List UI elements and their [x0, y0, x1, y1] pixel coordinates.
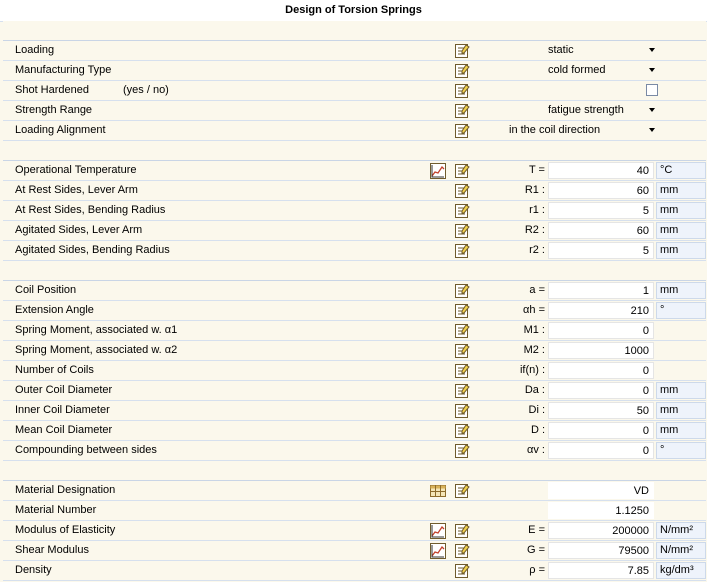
- field-hint: (yes / no): [123, 84, 169, 96]
- form-row: [3, 521, 706, 541]
- value-input[interactable]: 1: [548, 282, 654, 299]
- form-row: [3, 281, 706, 301]
- form-row: [3, 501, 706, 521]
- dropdown-select[interactable]: [506, 122, 657, 139]
- notepad-icon[interactable]: [454, 223, 470, 239]
- notepad-icon[interactable]: [454, 43, 470, 59]
- notepad-icon[interactable]: [454, 283, 470, 299]
- section-separator: [3, 141, 706, 161]
- form-row: [3, 181, 706, 201]
- notepad-icon[interactable]: [454, 183, 470, 199]
- unit-label: N/mm²: [656, 542, 706, 559]
- field-label: Strength Range: [15, 104, 93, 116]
- symbol-label: T =: [528, 164, 545, 176]
- field-label: Coil Position: [15, 284, 77, 296]
- chevron-down-icon[interactable]: [649, 108, 655, 112]
- value-input[interactable]: 50: [548, 402, 654, 419]
- form-row: [3, 201, 706, 221]
- value-input[interactable]: 0: [548, 442, 654, 459]
- value-input[interactable]: 0: [548, 322, 654, 339]
- field-label: Spring Moment, associated w. α2: [15, 344, 178, 356]
- unit-label: kg/dm³: [656, 562, 706, 579]
- field-label: Density: [15, 564, 52, 576]
- field-label: Shot Hardened: [15, 84, 89, 96]
- value-input[interactable]: VD: [548, 482, 654, 499]
- notepad-icon[interactable]: [454, 543, 470, 559]
- symbol-label: r1 :: [529, 204, 545, 216]
- symbol-label: M1 :: [523, 324, 545, 336]
- form-row: [3, 541, 706, 561]
- symbol-label: Di :: [528, 404, 545, 416]
- unit-label: mm: [656, 202, 706, 219]
- form-row: [3, 561, 706, 581]
- symbol-label: R2 :: [524, 224, 545, 236]
- chart-icon[interactable]: [430, 163, 446, 179]
- section-separator: [3, 261, 706, 281]
- form-row: [3, 301, 706, 321]
- notepad-icon[interactable]: [454, 403, 470, 419]
- form-row: [3, 101, 706, 121]
- form-row: [3, 481, 706, 501]
- form-row: [3, 361, 706, 381]
- field-label: Number of Coils: [15, 364, 94, 376]
- form-row: [3, 241, 706, 261]
- field-label: Loading: [15, 44, 55, 56]
- form-row: [3, 381, 706, 401]
- chart-icon[interactable]: [430, 523, 446, 539]
- value-input[interactable]: 1.1250: [548, 502, 654, 519]
- field-label: Mean Coil Diameter: [15, 424, 113, 436]
- value-input[interactable]: 40: [548, 162, 654, 179]
- unit-label: mm: [656, 402, 706, 419]
- notepad-icon[interactable]: [454, 103, 470, 119]
- symbol-label: R1 :: [524, 184, 545, 196]
- form-row: [3, 441, 706, 461]
- value-input[interactable]: 5: [548, 202, 654, 219]
- chevron-down-icon[interactable]: [649, 68, 655, 72]
- symbol-label: E =: [528, 524, 545, 536]
- unit-label: mm: [656, 222, 706, 239]
- form-row: [3, 121, 706, 141]
- notepad-icon[interactable]: [454, 363, 470, 379]
- notepad-icon[interactable]: [454, 523, 470, 539]
- symbol-label: G =: [526, 544, 545, 556]
- notepad-icon[interactable]: [454, 323, 470, 339]
- symbol-label: D :: [530, 424, 545, 436]
- dropdown-select[interactable]: [545, 62, 657, 79]
- field-label: Inner Coil Diameter: [15, 404, 110, 416]
- field-label: Compounding between sides: [15, 444, 157, 456]
- value-input[interactable]: 79500: [548, 542, 654, 559]
- value-input[interactable]: 0: [548, 422, 654, 439]
- form-row: [3, 321, 706, 341]
- form-row: [3, 61, 706, 81]
- unit-label: mm: [656, 382, 706, 399]
- symbol-label: a =: [529, 284, 545, 296]
- notepad-icon[interactable]: [454, 163, 470, 179]
- notepad-icon[interactable]: [454, 63, 470, 79]
- unit-label: mm: [656, 182, 706, 199]
- form-row: [3, 161, 706, 181]
- value-input[interactable]: 210: [548, 302, 654, 319]
- form-row: [3, 221, 706, 241]
- symbol-label: αv :: [527, 444, 545, 456]
- field-label: Shear Modulus: [15, 544, 89, 556]
- dropdown-value: static: [548, 44, 574, 56]
- field-label: Extension Angle: [15, 304, 94, 316]
- form-row: [3, 41, 706, 61]
- value-input[interactable]: 60: [548, 222, 654, 239]
- dropdown-value: in the coil direction: [509, 124, 601, 136]
- chevron-down-icon[interactable]: [649, 128, 655, 132]
- value-input[interactable]: 5: [548, 242, 654, 259]
- unit-label: mm: [656, 282, 706, 299]
- notepad-icon[interactable]: [454, 203, 470, 219]
- field-label: Modulus of Elasticity: [15, 524, 116, 536]
- dropdown-value: fatigue strength: [548, 104, 624, 116]
- symbol-label: M2 :: [523, 344, 545, 356]
- form-row: [3, 401, 706, 421]
- unit-label: °C: [656, 162, 706, 179]
- value-input[interactable]: 200000: [548, 522, 654, 539]
- form-row: [3, 81, 706, 101]
- unit-label: mm: [656, 242, 706, 259]
- notepad-icon[interactable]: [454, 123, 470, 139]
- value-input[interactable]: 7.85: [548, 562, 654, 579]
- field-label: Material Designation: [15, 484, 116, 496]
- shot-hardened-checkbox[interactable]: [646, 84, 658, 96]
- section-separator: [3, 461, 706, 481]
- notepad-icon[interactable]: [454, 383, 470, 399]
- notepad-icon[interactable]: [454, 423, 470, 439]
- value-input[interactable]: 60: [548, 182, 654, 199]
- field-label: Manufacturing Type: [15, 64, 112, 76]
- form-row: [3, 341, 706, 361]
- symbol-label: r2 :: [529, 244, 545, 256]
- notepad-icon[interactable]: [454, 443, 470, 459]
- field-label: Agitated Sides, Lever Arm: [15, 224, 143, 236]
- notepad-icon[interactable]: [454, 303, 470, 319]
- chevron-down-icon[interactable]: [649, 48, 655, 52]
- field-label: Material Number: [15, 504, 97, 516]
- field-label: Outer Coil Diameter: [15, 384, 113, 396]
- notepad-icon[interactable]: [454, 563, 470, 579]
- notepad-icon[interactable]: [454, 483, 470, 499]
- field-label: Loading Alignment: [15, 124, 106, 136]
- symbol-label: if(n) :: [519, 364, 545, 376]
- symbol-label: Da :: [524, 384, 545, 396]
- field-label: Spring Moment, associated w. α1: [15, 324, 178, 336]
- section-separator: [3, 21, 706, 41]
- field-label: Agitated Sides, Bending Radius: [15, 244, 170, 256]
- notepad-icon[interactable]: [454, 343, 470, 359]
- notepad-icon[interactable]: [454, 243, 470, 259]
- symbol-label: ρ =: [529, 564, 545, 576]
- form-row: [3, 421, 706, 441]
- value-input[interactable]: 0: [548, 362, 654, 379]
- dropdown-value: cold formed: [548, 64, 606, 76]
- table-icon[interactable]: [430, 483, 446, 499]
- chart-icon[interactable]: [430, 543, 446, 559]
- unit-label: mm: [656, 422, 706, 439]
- field-label: At Rest Sides, Bending Radius: [15, 204, 166, 216]
- unit-label: N/mm²: [656, 522, 706, 539]
- value-input[interactable]: 0: [548, 382, 654, 399]
- page-title: Design of Torsion Springs: [0, 0, 707, 22]
- field-label: Operational Temperature: [15, 164, 137, 176]
- unit-label: °: [656, 442, 706, 459]
- unit-label: °: [656, 302, 706, 319]
- notepad-icon[interactable]: [454, 83, 470, 99]
- dropdown-select[interactable]: [545, 42, 657, 59]
- dropdown-select[interactable]: [545, 102, 657, 119]
- value-input[interactable]: 1000: [548, 342, 654, 359]
- symbol-label: αh =: [523, 304, 545, 316]
- field-label: At Rest Sides, Lever Arm: [15, 184, 138, 196]
